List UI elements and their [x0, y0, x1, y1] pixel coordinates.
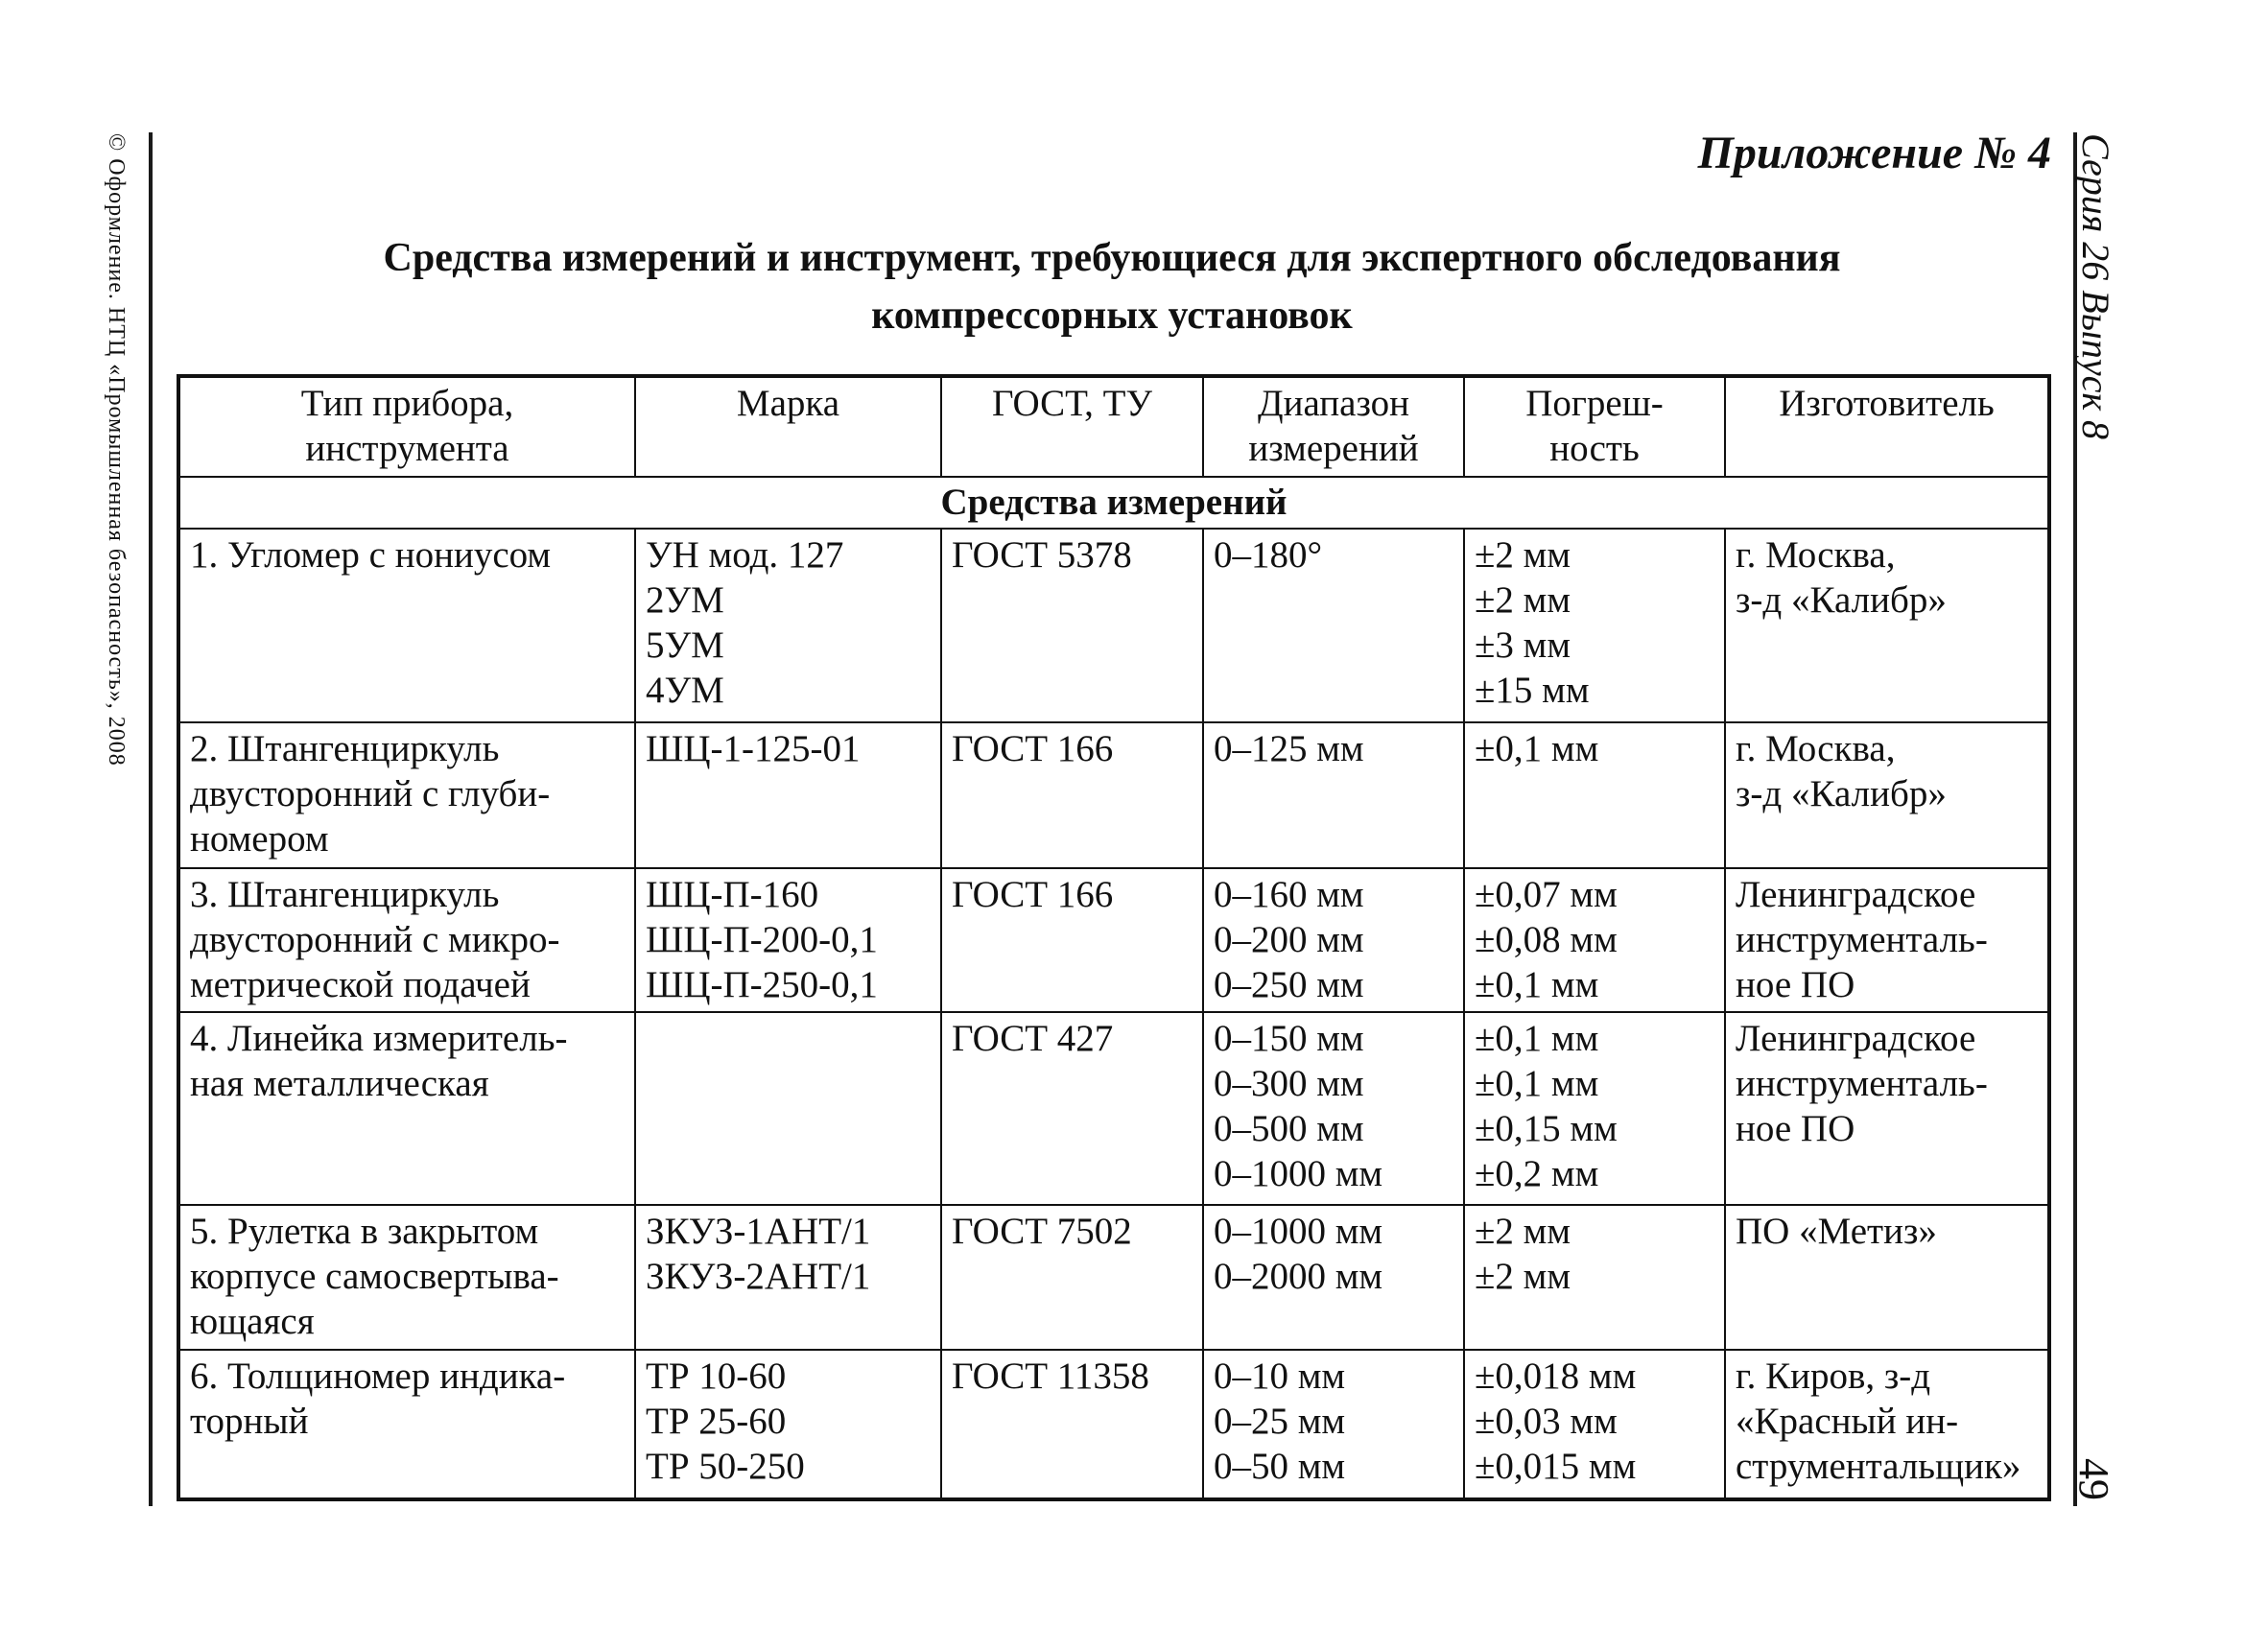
cell-type [178, 1205, 635, 1351]
cell-maker-line: ное ПО [1736, 1108, 1855, 1150]
cell-range [1203, 1205, 1464, 1351]
cell-gost-line: ГОСТ 166 [952, 727, 1114, 769]
cell-error-line: ±0,018 мм [1475, 1356, 1637, 1398]
cell-type-line: 2. Штангенциркуль [190, 727, 500, 769]
cell-error-line: ±0,15 мм [1475, 1108, 1618, 1150]
cell-maker-line: г. Москва, [1736, 533, 1896, 576]
cell-mark [635, 722, 941, 868]
cell-range-line: 0–50 мм [1214, 1446, 1346, 1488]
cell-maker-line: ПО «Метиз» [1736, 1210, 1937, 1252]
cell-error [1464, 1012, 1725, 1204]
cell-mark [635, 1350, 941, 1499]
table-row [178, 722, 2049, 868]
section-row [178, 477, 2049, 529]
cell-type [178, 722, 635, 868]
page-number: 49 [2070, 1458, 2117, 1500]
left-margin-rule [149, 132, 153, 1506]
cell-mark [635, 1012, 941, 1204]
header-cell-range [1203, 376, 1464, 477]
cell-range-line: 0–1000 мм [1214, 1153, 1383, 1195]
table-header-row [178, 376, 2049, 477]
cell-error-line: ±0,03 мм [1475, 1401, 1618, 1443]
cell-error-line: ±0,2 мм [1475, 1153, 1599, 1195]
instruments-table [177, 374, 2051, 1501]
cell-maker-line: з-д «Калибр» [1736, 772, 1947, 814]
cell-maker [1725, 1012, 2049, 1204]
cell-range [1203, 722, 1464, 868]
cell-error-line: ±2 мм [1475, 1210, 1571, 1252]
cell-maker [1725, 1350, 2049, 1499]
header-cell-gost [941, 376, 1203, 477]
cell-type-line: торный [190, 1401, 309, 1443]
cell-error-line: ±0,015 мм [1475, 1446, 1637, 1488]
header-cell-type [178, 376, 635, 477]
cell-error [1464, 529, 1725, 722]
copyright-note: © Оформление. НТЦ «Промышленная безопасность», 2008 [104, 133, 129, 766]
cell-maker [1725, 722, 2049, 868]
cell-gost [941, 1205, 1203, 1351]
header-cell-maker [1725, 376, 2049, 477]
cell-type [178, 1012, 635, 1204]
cell-range-line: 0–300 мм [1214, 1063, 1364, 1105]
table-row [178, 1205, 2049, 1351]
cell-maker-line: инструменталь- [1736, 1063, 1988, 1105]
cell-maker [1725, 868, 2049, 1013]
cell-type-line: 5. Рулетка в закрытом [190, 1210, 539, 1252]
cell-error-line: ±0,07 мм [1475, 873, 1618, 915]
cell-type-line: 6. Толщиномер индика- [190, 1356, 566, 1398]
cell-error [1464, 1350, 1725, 1499]
cell-maker-line: з-д «Калибр» [1736, 578, 1947, 621]
section-title: Средства измерений [178, 477, 2049, 529]
cell-maker-line: ное ПО [1736, 963, 1855, 1005]
cell-maker-line: «Красный ин- [1736, 1401, 1959, 1443]
appendix-heading: Приложение № 4 [1697, 128, 2051, 178]
cell-error [1464, 868, 1725, 1013]
cell-maker-line: струментальщик» [1736, 1446, 2021, 1488]
table-body [178, 529, 2049, 1499]
cell-type-line: метрической подачей [190, 963, 531, 1005]
cell-mark [635, 1205, 941, 1351]
cell-mark-line: 5УМ [646, 624, 724, 666]
table-row [178, 1012, 2049, 1204]
cell-range-line: 0–1000 мм [1214, 1210, 1383, 1252]
cell-maker [1725, 529, 2049, 722]
header-cell-mark [635, 376, 941, 477]
cell-range-line: 0–125 мм [1214, 727, 1364, 769]
cell-range-line: 0–250 мм [1214, 963, 1364, 1005]
cell-mark-line: ЗКУЗ-1АНТ/1 [646, 1210, 871, 1252]
cell-type [178, 1350, 635, 1499]
cell-gost-line: ГОСТ 427 [952, 1018, 1114, 1060]
cell-mark-line: УН мод. 127 [646, 533, 844, 576]
cell-error [1464, 722, 1725, 868]
header-text-line: измерений [1248, 428, 1419, 469]
cell-maker-line: Ленинградское [1736, 873, 1976, 915]
header-text-line: Изготовитель [1779, 383, 1995, 424]
cell-error-line: ±3 мм [1475, 624, 1571, 666]
cell-maker-line: инструменталь- [1736, 918, 1988, 960]
cell-error-line: ±0,1 мм [1475, 1018, 1599, 1060]
cell-maker-line: Ленинградское [1736, 1018, 1976, 1060]
table-row [178, 529, 2049, 722]
table-row [178, 868, 2049, 1013]
cell-type-line: 1. Угломер с нониусом [190, 533, 552, 576]
table-row [178, 1350, 2049, 1499]
cell-gost-line: ГОСТ 166 [952, 873, 1114, 915]
cell-type [178, 529, 635, 722]
cell-range-line: 0–150 мм [1214, 1018, 1364, 1060]
cell-error-line: ±2 мм [1475, 1255, 1571, 1297]
document-title-line-2: компрессорных установок [871, 294, 1353, 338]
cell-mark-line: ТР 10-60 [646, 1356, 787, 1398]
cell-type-line: двусторонний с глуби- [190, 772, 551, 814]
cell-range-line: 0–25 мм [1214, 1401, 1346, 1443]
cell-range [1203, 1012, 1464, 1204]
header-text-line: инструмента [305, 428, 509, 469]
cell-type-line: ная металлическая [190, 1063, 489, 1105]
document-title-line-1: Средства измерений и инструмент, требующиеся для экспертного обследования [383, 236, 1841, 280]
cell-mark [635, 868, 941, 1013]
cell-type-line: двусторонний с микро- [190, 918, 560, 960]
cell-error-line: ±2 мм [1475, 533, 1571, 576]
cell-type-line: корпусе самосвертыва- [190, 1255, 559, 1297]
cell-error-line: ±0,08 мм [1475, 918, 1618, 960]
cell-range-line: 0–500 мм [1214, 1108, 1364, 1150]
cell-gost-line: ГОСТ 11358 [952, 1356, 1149, 1398]
cell-maker-line: г. Москва, [1736, 727, 1896, 769]
header-text-line: Тип прибора, [300, 383, 514, 424]
cell-mark-line: ШЦ-1-125-01 [646, 727, 861, 769]
cell-error-line: ±0,1 мм [1475, 727, 1599, 769]
cell-mark-line: ШЦ-П-160 [646, 873, 819, 915]
cell-range-line: 0–2000 мм [1214, 1255, 1383, 1297]
cell-range-line: 0–160 мм [1214, 873, 1364, 915]
cell-mark-line: ЗКУЗ-2АНТ/1 [646, 1255, 871, 1297]
cell-mark-line: 2УМ [646, 578, 724, 621]
cell-error-line: ±0,1 мм [1475, 1063, 1599, 1105]
cell-mark-line: ШЦ-П-200-0,1 [646, 918, 878, 960]
header-text-line: Диапазон [1258, 383, 1409, 424]
cell-type-line: номером [190, 817, 329, 860]
series-label: Серия 26 Выпуск 8 [2074, 133, 2117, 440]
cell-type [178, 868, 635, 1013]
cell-gost [941, 529, 1203, 722]
header-text-line: ность [1549, 428, 1640, 469]
cell-range-line: 0–200 мм [1214, 918, 1364, 960]
cell-range [1203, 1350, 1464, 1499]
cell-maker [1725, 1205, 2049, 1351]
cell-gost [941, 1350, 1203, 1499]
cell-mark-line: 4УМ [646, 669, 724, 711]
cell-gost [941, 868, 1203, 1013]
cell-error-line: ±15 мм [1475, 669, 1590, 711]
cell-type-line: 4. Линейка измеритель- [190, 1018, 568, 1060]
header-text-line: Марка [736, 383, 840, 424]
cell-error [1464, 1205, 1725, 1351]
cell-range-line: 0–180° [1214, 533, 1323, 576]
cell-gost-line: ГОСТ 5378 [952, 533, 1132, 576]
cell-type-line: 3. Штангенциркуль [190, 873, 500, 915]
cell-type-line: ющаяся [190, 1300, 315, 1342]
cell-error-line: ±2 мм [1475, 578, 1571, 621]
cell-mark-line: ТР 25-60 [646, 1401, 787, 1443]
cell-range [1203, 529, 1464, 722]
header-text-line: Погреш- [1525, 383, 1664, 424]
header-text-line: ГОСТ, ТУ [991, 383, 1153, 424]
cell-gost-line: ГОСТ 7502 [952, 1210, 1132, 1252]
cell-error-line: ±0,1 мм [1475, 963, 1599, 1005]
cell-maker-line: г. Киров, з-д [1736, 1356, 1931, 1398]
cell-range [1203, 868, 1464, 1013]
header-cell-error [1464, 376, 1725, 477]
cell-range-line: 0–10 мм [1214, 1356, 1346, 1398]
cell-gost [941, 1012, 1203, 1204]
cell-mark-line: ШЦ-П-250-0,1 [646, 963, 878, 1005]
cell-gost [941, 722, 1203, 868]
cell-mark-line: ТР 50-250 [646, 1446, 805, 1488]
cell-mark [635, 529, 941, 722]
